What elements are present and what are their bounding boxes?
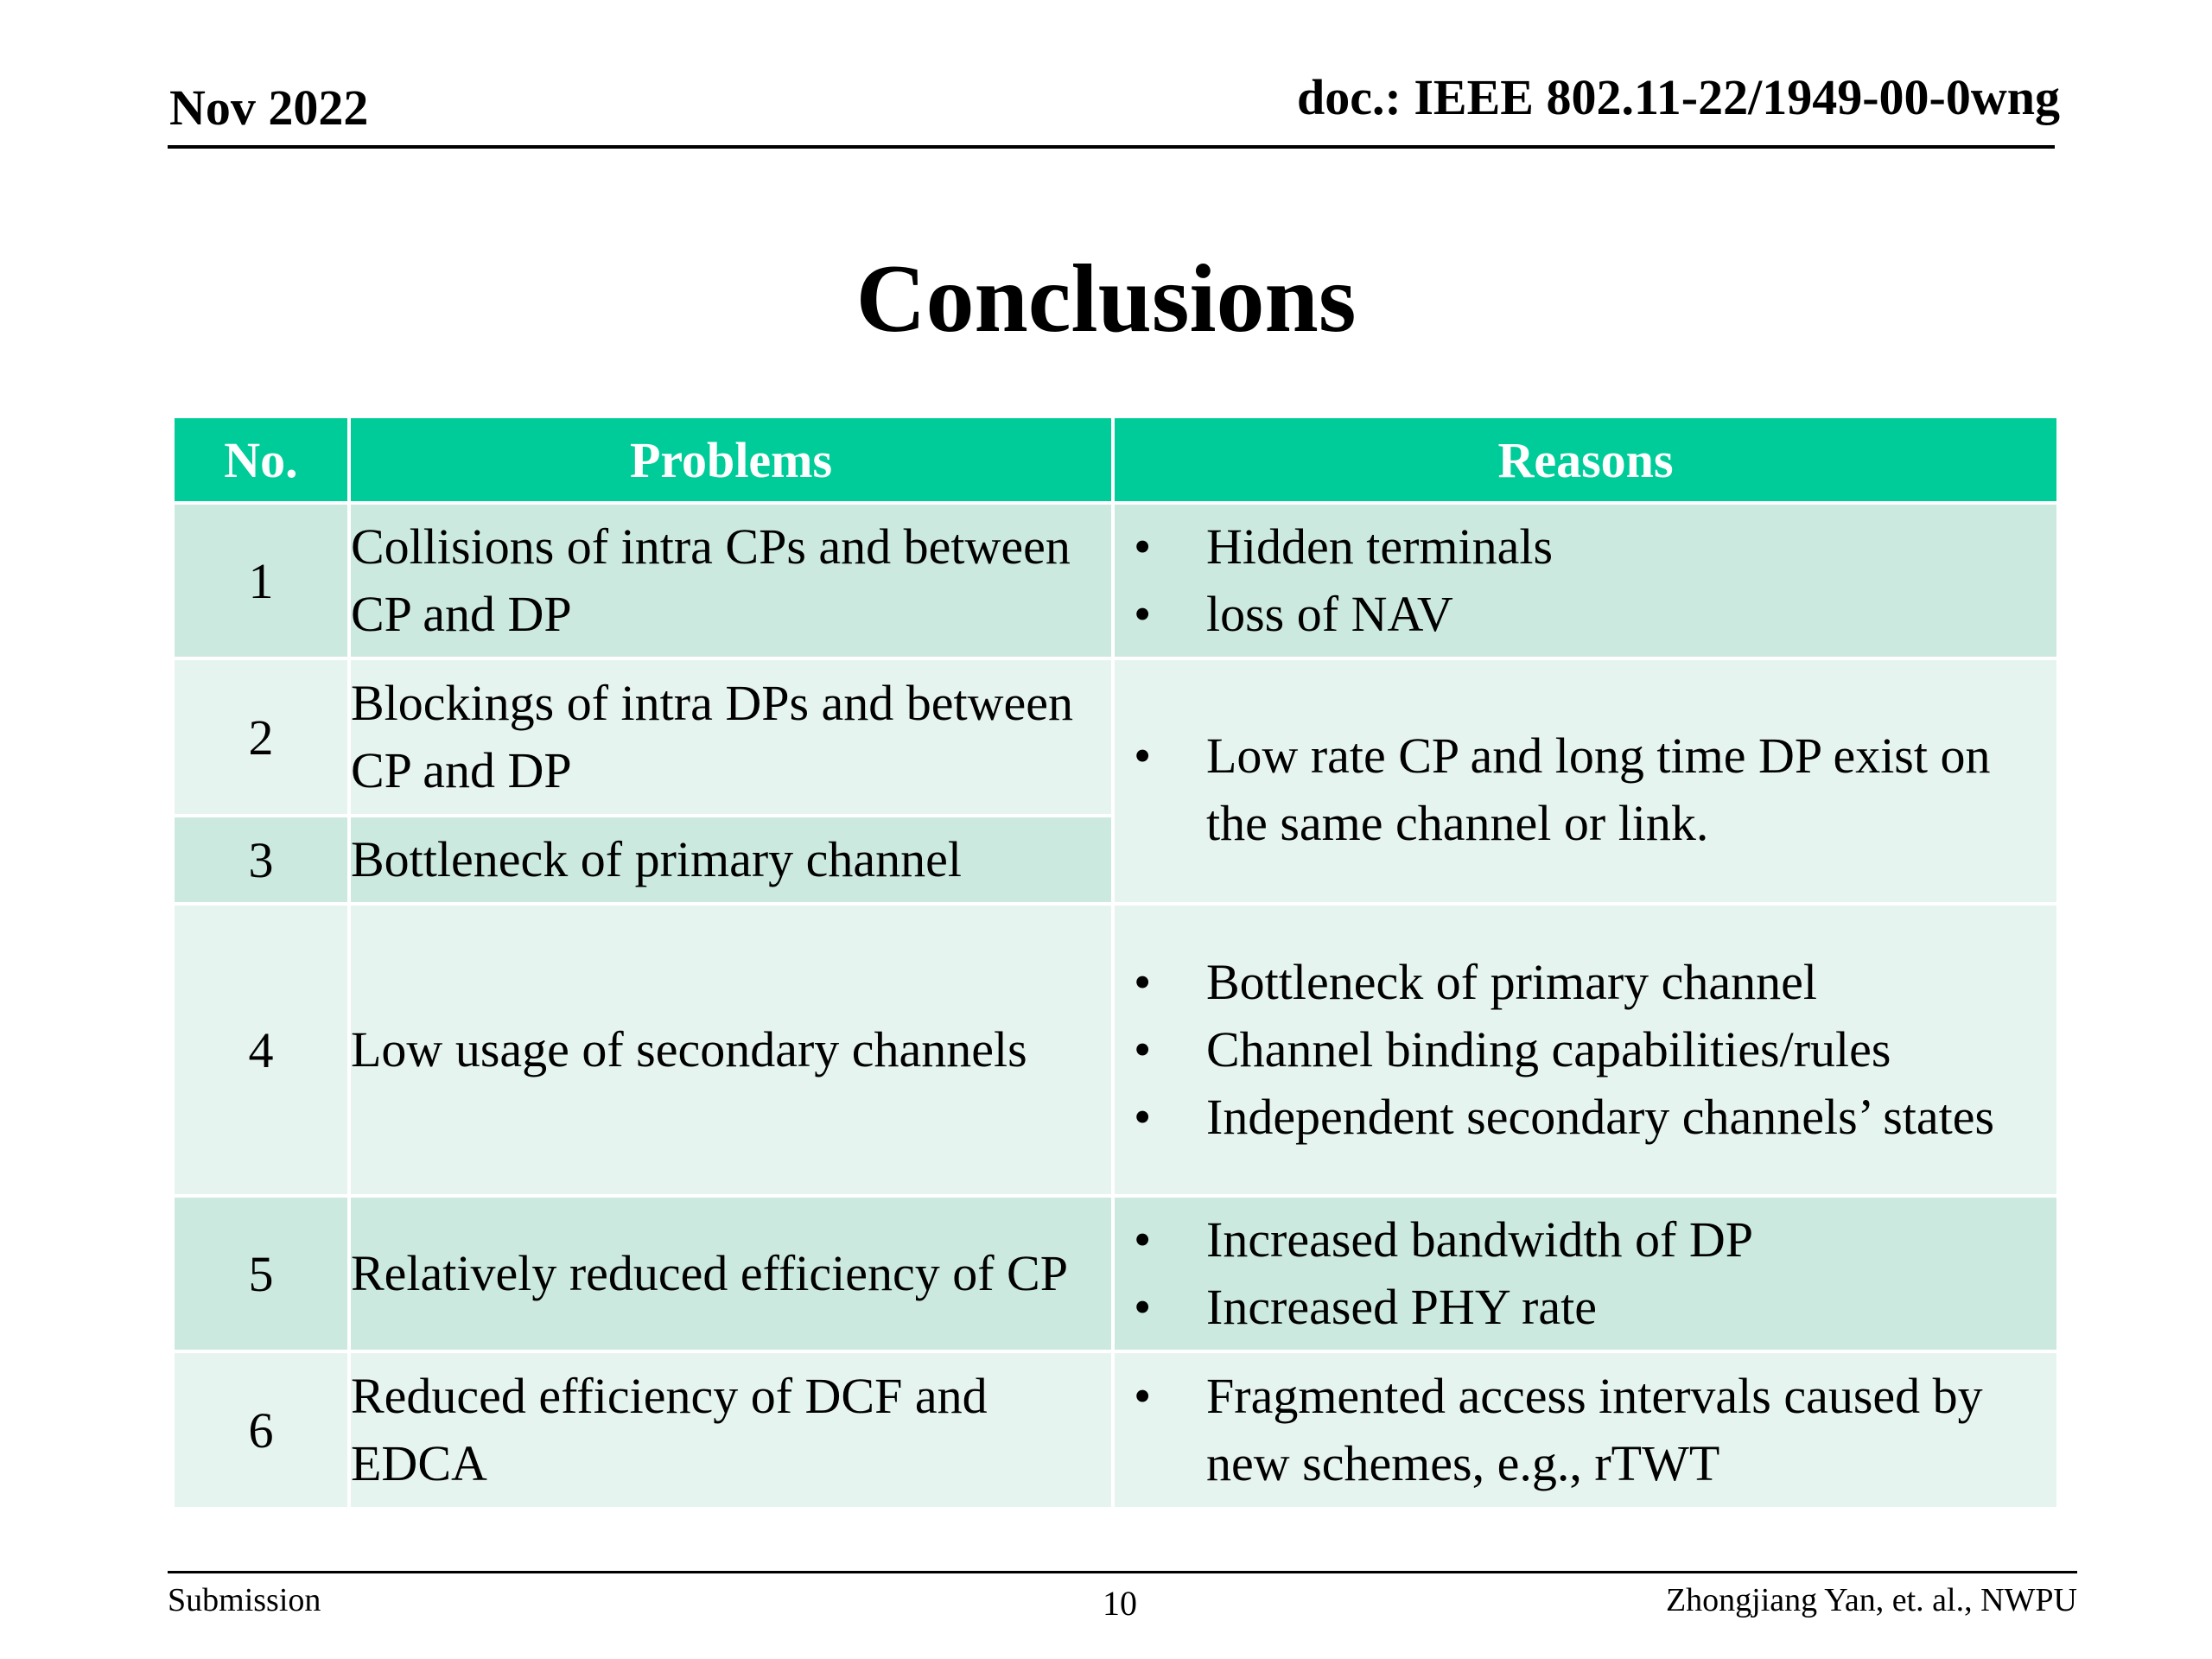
row-number: 4 <box>173 904 349 1196</box>
problem-cell: Reduced efficiency of DCF and EDCA <box>349 1351 1113 1509</box>
reason-item: • loss of NAV <box>1115 581 2056 648</box>
column-header-no: No. <box>173 416 349 503</box>
reasons-cell <box>1113 503 2058 658</box>
footer-rule <box>168 1571 2077 1573</box>
problem-cell: Bottleneck of primary channel <box>349 816 1113 904</box>
reason-item: • Increased bandwidth of DP <box>1115 1206 2056 1274</box>
table-row <box>173 1351 2058 1509</box>
row-number: 6 <box>173 1351 349 1509</box>
reasons-cell <box>1113 904 2058 1196</box>
reason-item: • Channel binding capabilities/rules <box>1115 1016 2056 1084</box>
table-header-row <box>173 416 2058 503</box>
reason-item: • Low rate CP and long time DP exist on the same channel or link. <box>1115 722 2056 857</box>
column-header-problems: Problems <box>349 416 1113 503</box>
row-number: 2 <box>173 658 349 816</box>
footer-author: Zhongjiang Yan, et. al., NWPU <box>1665 1582 2077 1618</box>
reason-item: • Independent secondary channels’ states <box>1115 1084 2056 1151</box>
reason-item: • Fragmented access intervals caused by new schemes, e.g., rTWT <box>1115 1363 2056 1497</box>
reason-item: • Increased PHY rate <box>1115 1274 2056 1341</box>
table-row <box>173 1196 2058 1351</box>
problem-cell: Relatively reduced efficiency of CP <box>349 1196 1113 1351</box>
slide-title: Conclusions <box>855 245 1357 353</box>
reasons-cell <box>1113 1196 2058 1351</box>
table-row <box>173 658 2058 816</box>
problem-cell: Blockings of intra DPs and between CP and DP <box>349 658 1113 816</box>
row-number: 5 <box>173 1196 349 1351</box>
row-number: 3 <box>173 816 349 904</box>
footer-submission: Submission <box>168 1582 321 1618</box>
header-date: Nov 2022 <box>169 79 369 136</box>
header-doc-id: doc.: IEEE 802.11-22/1949-00-0wng <box>1297 69 2060 125</box>
conclusions-table <box>171 415 2060 1510</box>
reason-item: • Bottleneck of primary channel <box>1115 949 2056 1016</box>
reasons-cell <box>1113 658 2058 904</box>
table-row <box>173 503 2058 658</box>
table-row <box>173 904 2058 1196</box>
column-header-reasons: Reasons <box>1113 416 2058 503</box>
row-number: 1 <box>173 503 349 658</box>
page-number: 10 <box>1103 1584 1137 1623</box>
reasons-cell <box>1113 1351 2058 1509</box>
reason-item: • Hidden terminals <box>1115 513 2056 581</box>
header-rule <box>168 145 2055 149</box>
problem-cell: Collisions of intra CPs and between CP and DP <box>349 503 1113 658</box>
problem-cell: Low usage of secondary channels <box>349 904 1113 1196</box>
